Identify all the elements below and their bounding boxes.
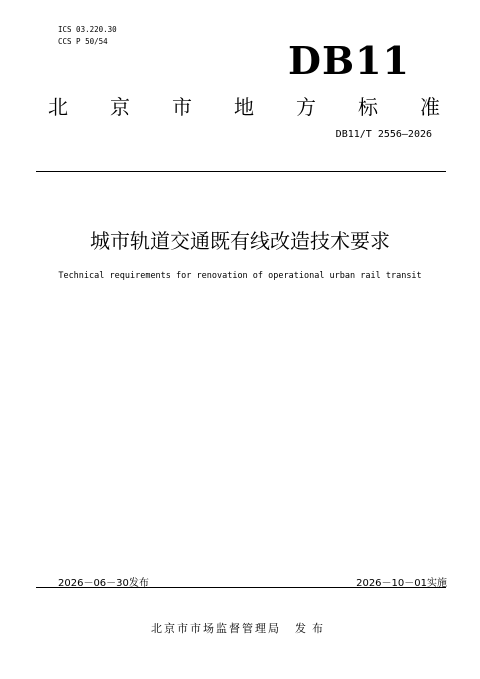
- issue-date: 2026－06－30发布: [58, 578, 149, 589]
- ccs-code: CCS P 50/54: [58, 37, 108, 46]
- db-code-mark: DB11: [288, 38, 410, 83]
- document-title-english: Technical requirements for renovation of operational urban rail transit: [58, 271, 422, 281]
- publisher-name: 北京市市场监督管理局: [151, 622, 281, 635]
- standard-type-char: 京: [110, 95, 130, 119]
- top-divider: [36, 171, 446, 172]
- standard-type-char: 标: [358, 95, 378, 119]
- standard-type-char: 方: [296, 95, 316, 119]
- implementation-date: 2026－10－01实施: [356, 578, 447, 589]
- document-title-chinese: 城市轨道交通既有线改造技术要求: [90, 229, 390, 253]
- standard-number: DB11/T 2556—2026: [335, 129, 432, 140]
- standard-type-char: 准: [420, 95, 440, 119]
- classification-codes: [58, 24, 117, 48]
- bottom-divider: [36, 587, 446, 588]
- standard-type-char: 市: [172, 95, 192, 119]
- ics-code: ICS 03.220.30: [58, 25, 117, 34]
- standard-type-char: 地: [234, 95, 254, 119]
- standard-type-heading: [48, 91, 440, 120]
- standard-type-char: 北: [48, 95, 68, 119]
- publisher-line: [0, 620, 480, 636]
- publish-label: 发布: [295, 622, 329, 635]
